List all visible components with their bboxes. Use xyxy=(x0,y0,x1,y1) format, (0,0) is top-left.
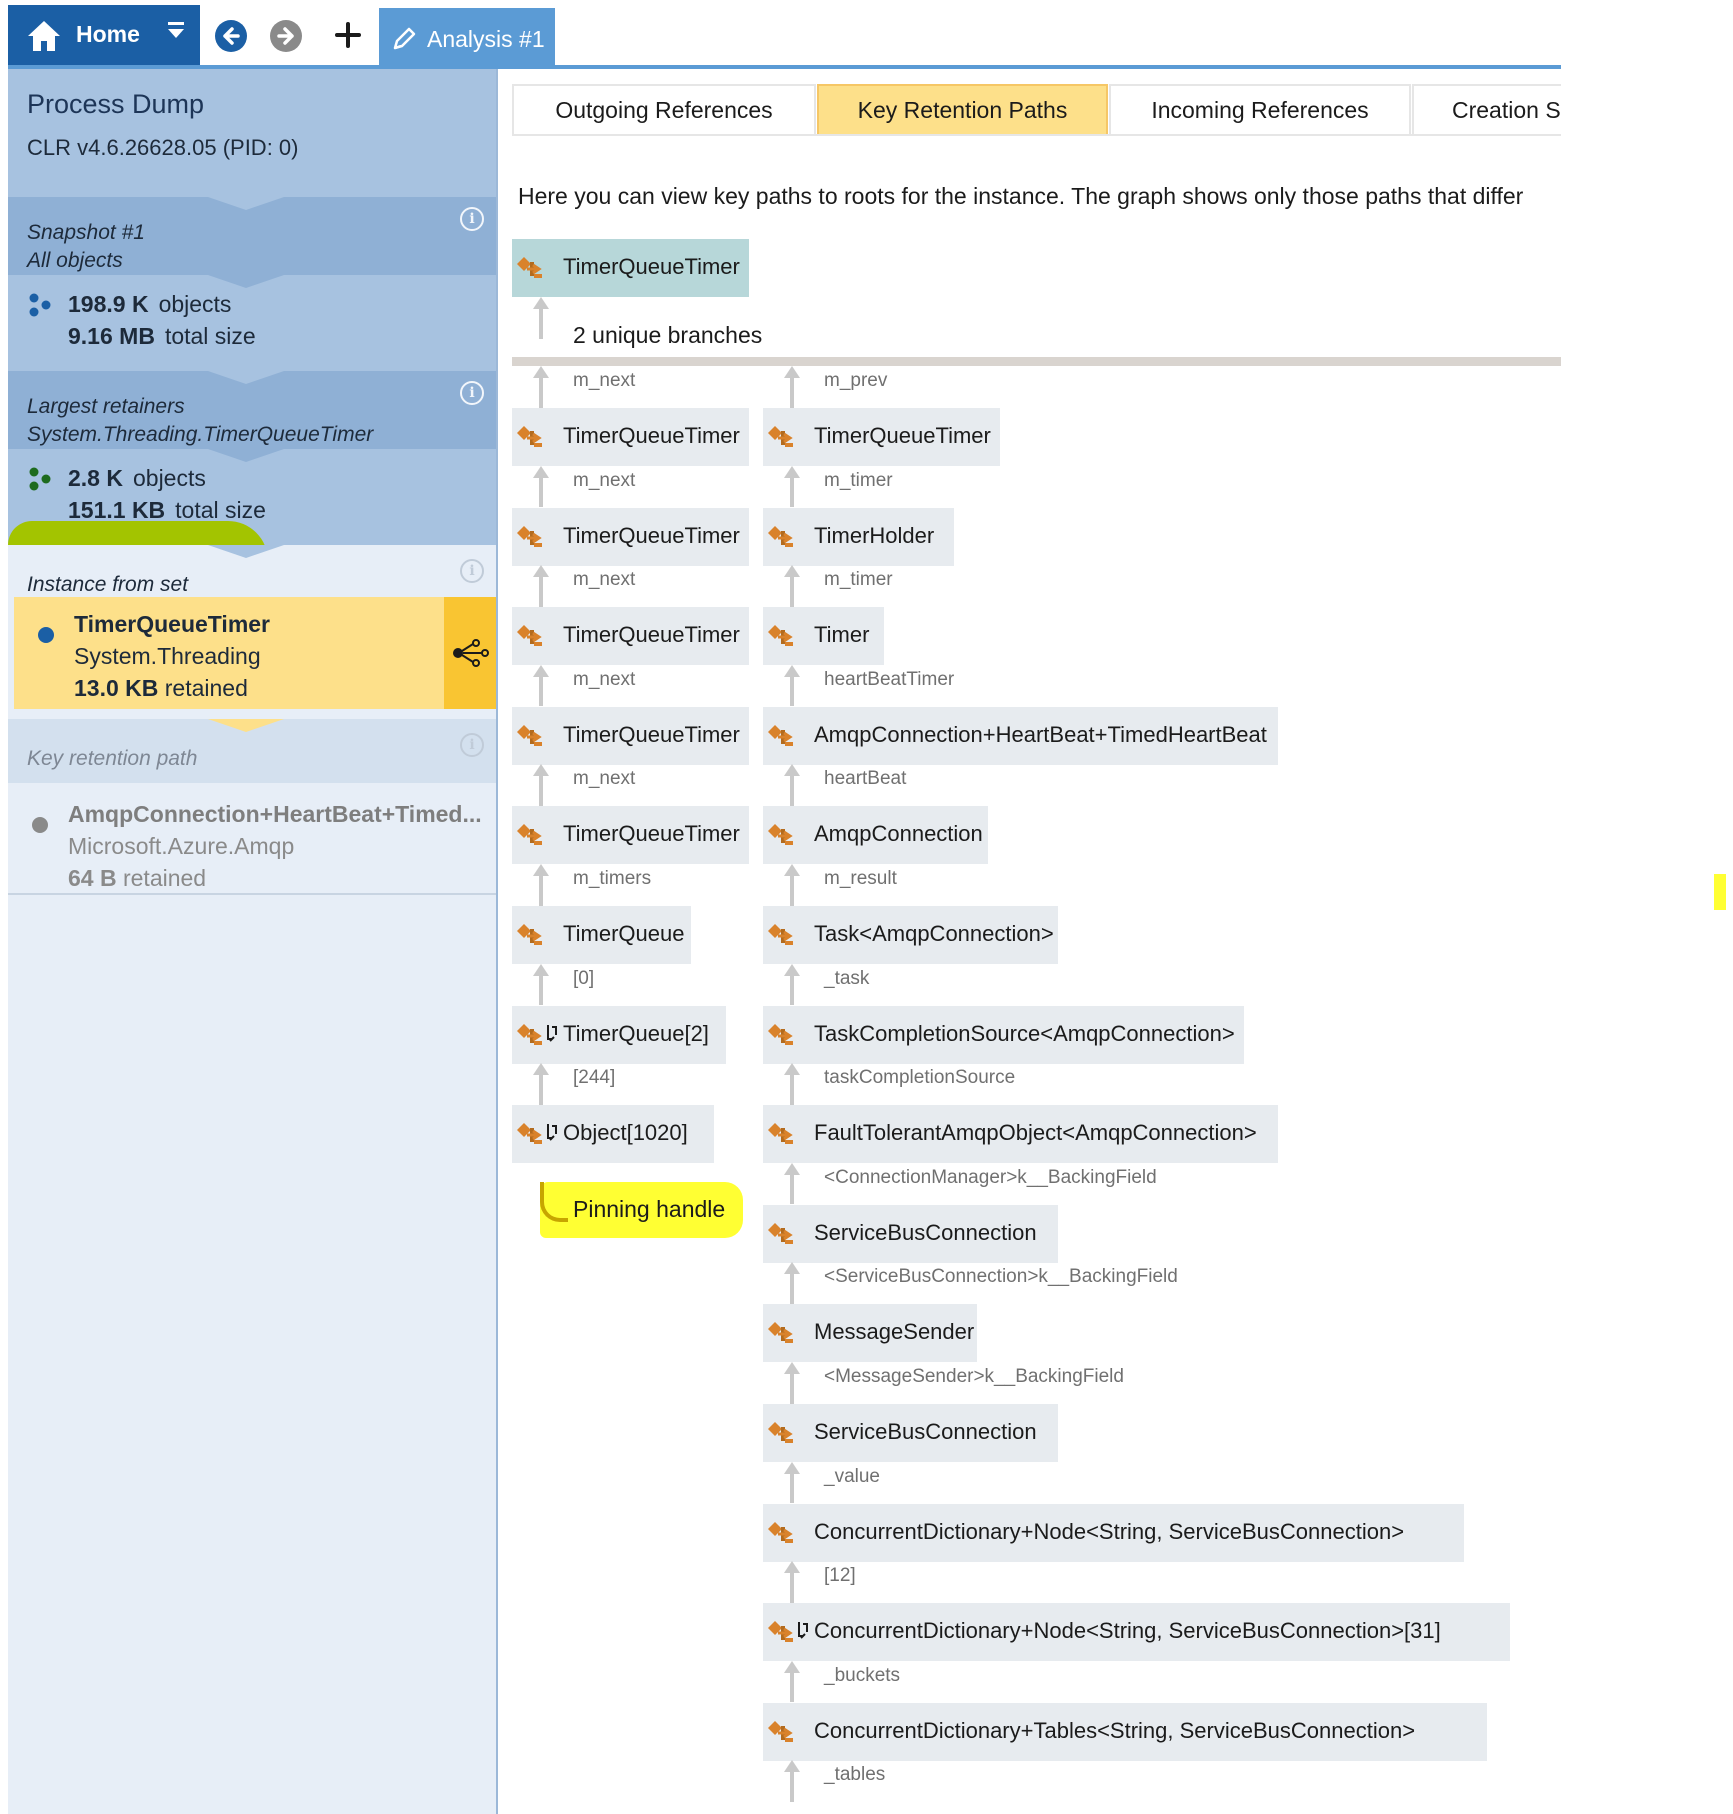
edge-label: _value xyxy=(824,1465,880,1487)
edge-line xyxy=(539,774,543,806)
edge-line xyxy=(790,874,794,906)
arrow-right-icon xyxy=(276,26,296,46)
graph-node[interactable] xyxy=(512,1006,726,1064)
edge-line xyxy=(790,974,794,1006)
snapshot-subtitle: All objects xyxy=(27,249,123,272)
edge-line xyxy=(539,307,543,339)
branch-divider xyxy=(512,357,1561,366)
edge-line xyxy=(790,1671,794,1703)
object-node-icon xyxy=(514,919,544,949)
key-path-title: Key retention path xyxy=(27,747,198,770)
edge-line xyxy=(790,1272,794,1304)
new-tab-button[interactable] xyxy=(330,17,366,53)
edge-label: m_result xyxy=(824,868,897,889)
edge-line xyxy=(790,1472,794,1504)
tabs-underline xyxy=(512,134,1561,136)
object-node-icon xyxy=(514,1019,544,1049)
object-node-icon xyxy=(765,1417,795,1447)
edge-arrow-icon xyxy=(533,1063,549,1075)
graph-node[interactable] xyxy=(763,1105,1278,1163)
object-node-icon xyxy=(765,1317,795,1347)
edge-label: m_timer xyxy=(824,469,893,491)
objects-icon xyxy=(28,467,52,491)
object-node-icon xyxy=(765,720,795,750)
edge-line xyxy=(790,1173,794,1205)
key-path-item[interactable] xyxy=(8,783,496,895)
graph-node[interactable] xyxy=(763,1205,1058,1263)
object-node-icon xyxy=(765,819,795,849)
graph-node-label: TimerQueue xyxy=(563,921,685,946)
edge-line xyxy=(790,1770,794,1802)
edge-arrow-icon xyxy=(784,864,800,876)
instance-name: TimerQueueTimer xyxy=(74,611,271,637)
graph-node[interactable] xyxy=(512,806,749,864)
graph-node[interactable] xyxy=(763,607,884,665)
tab-incoming-references[interactable] xyxy=(1109,84,1411,136)
object-node-icon xyxy=(765,421,795,451)
graph-node-label: Timer xyxy=(814,622,870,648)
object-node-icon xyxy=(765,620,795,650)
object-node-icon xyxy=(765,521,795,551)
edge-line xyxy=(790,376,794,408)
plus-icon xyxy=(334,21,362,49)
edge-label: _task xyxy=(824,967,870,989)
edge-arrow-icon xyxy=(784,1760,800,1772)
edge-arrow-icon xyxy=(533,964,549,976)
edge-arrow-icon xyxy=(533,466,549,478)
array-marker-icon xyxy=(546,1122,558,1142)
edge-label: m_timer xyxy=(824,569,893,591)
graph-node-label: TimerQueueTimer xyxy=(563,821,740,847)
tab-label: Key Retention Paths xyxy=(857,97,1068,123)
edge-label: _tables xyxy=(824,1764,886,1786)
object-node-icon xyxy=(765,1517,795,1547)
graph-node-label: TimerQueue[2] xyxy=(563,1020,709,1046)
graph-node[interactable] xyxy=(512,239,749,297)
edge-line xyxy=(539,874,543,906)
description-text: Here you can view key paths to roots for the instance. The graph shows only those paths that differ xyxy=(518,183,1524,209)
arrow-left-icon xyxy=(221,26,241,46)
edge-label: m_next xyxy=(573,370,636,391)
edge-label: _buckets xyxy=(824,1664,901,1686)
edge-arrow-icon xyxy=(784,1661,800,1673)
info-icon[interactable]: i xyxy=(460,733,484,757)
object-node-icon xyxy=(514,252,544,282)
edge-arrow-icon xyxy=(784,1362,800,1374)
retainers-subtitle: System.Threading.TimerQueueTimer xyxy=(27,423,374,446)
edge-arrow-icon xyxy=(533,565,549,577)
object-node-icon xyxy=(514,521,544,551)
home-label: Home xyxy=(76,21,140,47)
graph-node-label: TimerQueueTimer xyxy=(814,423,991,448)
home-dropdown-icon[interactable] xyxy=(168,29,184,38)
edge-line xyxy=(539,476,543,508)
graph-node-label: TimerHolder xyxy=(814,522,935,548)
edge-arrow-icon xyxy=(784,1163,800,1175)
graph-node-label: Object[1020] xyxy=(563,1120,688,1146)
retainers-objects: 2.8 K objects xyxy=(68,465,206,491)
tab-label: Outgoing References xyxy=(555,97,773,123)
edge-line xyxy=(539,675,543,707)
graph-node[interactable] xyxy=(763,1703,1487,1761)
tab-label: Creation S xyxy=(1452,97,1561,123)
home-icon xyxy=(26,19,62,53)
graph-node-label: TimerQueueTimer xyxy=(563,522,740,548)
graph-node-label: ConcurrentDictionary+Node<String, ServiceBusConnection>[31] xyxy=(814,1618,1441,1644)
instance-item[interactable] xyxy=(14,597,444,709)
graph-node-label: ConcurrentDictionary+Node<String, ServiceBusConnection> xyxy=(814,1518,1405,1544)
snapshot-header[interactable] xyxy=(8,197,496,275)
graph-node-label: TimerQueueTimer xyxy=(563,254,740,279)
objects-icon xyxy=(28,293,52,317)
key-path-dot-icon xyxy=(32,817,48,833)
edge-line xyxy=(790,1571,794,1603)
tab-outgoing-references[interactable] xyxy=(512,84,816,136)
retainers-size: 151.1 KB total size xyxy=(68,497,266,523)
forward-button[interactable] xyxy=(270,20,302,52)
snapshot-size: 9.16 MB total size xyxy=(68,323,256,349)
edge-arrow-icon xyxy=(784,1063,800,1075)
snapshot-title: Snapshot #1 xyxy=(27,221,145,244)
edge-line xyxy=(539,974,543,1006)
edge-label: <MessageSender>k__BackingField xyxy=(824,1366,1124,1387)
highlight-mark xyxy=(1714,874,1726,910)
edge-arrow-icon xyxy=(784,1462,800,1474)
edge-label: <ConnectionManager>k__BackingField xyxy=(824,1166,1157,1188)
graph-node[interactable] xyxy=(763,707,1278,765)
edge-label: heartBeat xyxy=(824,768,907,790)
tab-analysis-label: Analysis #1 xyxy=(427,26,545,52)
back-button[interactable] xyxy=(215,20,247,52)
instance-namespace: System.Threading xyxy=(74,643,261,669)
edge-label: [0] xyxy=(573,967,595,989)
process-title: Process Dump xyxy=(27,89,205,119)
section-notch xyxy=(8,371,496,385)
edge-arrow-icon xyxy=(784,1262,800,1274)
edge-line xyxy=(790,1372,794,1404)
object-node-icon xyxy=(765,1616,795,1646)
edge-line xyxy=(539,575,543,607)
graph-node[interactable] xyxy=(512,707,749,765)
branches-label: 2 unique branches xyxy=(573,322,763,348)
info-icon[interactable]: i xyxy=(460,207,484,231)
section-notch xyxy=(8,449,496,463)
graph-node[interactable] xyxy=(763,906,1058,964)
graph-node-label: TimerQueueTimer xyxy=(563,423,740,448)
graph-node[interactable] xyxy=(763,508,954,566)
graph-node-label: TimerQueueTimer xyxy=(563,721,740,747)
info-icon[interactable]: i xyxy=(460,381,484,405)
edge-label: <ServiceBusConnection>k__BackingField xyxy=(824,1266,1178,1288)
edge-label: m_prev xyxy=(824,370,888,391)
instance-dot-icon xyxy=(38,627,54,643)
section-notch xyxy=(8,545,496,559)
tab-label: Incoming References xyxy=(1151,97,1369,123)
process-section[interactable] xyxy=(8,69,496,197)
graph-icon xyxy=(450,633,490,673)
graph-node-label: MessageSender xyxy=(814,1319,975,1345)
key-path-retained: 64 B retained xyxy=(68,865,207,891)
object-node-icon xyxy=(514,720,544,750)
key-path-name: AmqpConnection+HeartBeat+Timed... xyxy=(68,801,482,827)
graph-node-label: ServiceBusConnection xyxy=(814,1219,1037,1245)
graph-node-label: AmqpConnection xyxy=(814,821,983,847)
graph-node[interactable] xyxy=(763,1006,1244,1064)
edge-label: taskCompletionSource xyxy=(824,1067,1016,1089)
array-marker-icon xyxy=(797,1620,809,1640)
edge-arrow-icon xyxy=(533,665,549,677)
edge-arrow-icon xyxy=(784,466,800,478)
graph-node-label: AmqpConnection+HeartBeat+TimedHeartBeat xyxy=(814,721,1267,747)
edge-label: m_next xyxy=(573,569,636,591)
tab-analysis[interactable] xyxy=(379,8,555,67)
show-graph-button[interactable] xyxy=(444,597,496,709)
home-button[interactable] xyxy=(8,5,200,67)
graph-node-label: ConcurrentDictionary+Tables<String, ServiceBusConnection> xyxy=(814,1717,1416,1743)
graph-node-label: TaskCompletionSource<AmqpConnection> xyxy=(814,1020,1235,1046)
edge-line xyxy=(539,1073,543,1105)
edge-arrow-icon xyxy=(784,764,800,776)
edge-line xyxy=(790,774,794,806)
object-node-icon xyxy=(765,1019,795,1049)
graph-node-label: TimerQueueTimer xyxy=(563,622,740,648)
edge-label: [244] xyxy=(573,1067,616,1089)
graph-node[interactable] xyxy=(512,408,749,466)
section-notch xyxy=(8,197,496,211)
object-node-icon xyxy=(765,919,795,949)
edge-arrow-icon xyxy=(533,864,549,876)
graph-node[interactable] xyxy=(512,906,691,964)
instance-title: Instance from set xyxy=(27,573,189,596)
edge-label: heartBeatTimer xyxy=(824,668,955,690)
edge-line xyxy=(539,376,543,408)
tab-creation-stack[interactable] xyxy=(1412,84,1561,136)
edge-line xyxy=(790,675,794,707)
edge-arrow-icon xyxy=(784,1561,800,1573)
edge-label: m_timers xyxy=(573,868,652,889)
object-node-icon xyxy=(514,819,544,849)
edge-arrow-icon xyxy=(784,665,800,677)
edge-line xyxy=(790,476,794,508)
retainers-header[interactable] xyxy=(8,371,496,449)
object-node-icon xyxy=(514,421,544,451)
section-notch xyxy=(8,275,496,289)
edge-arrow-icon xyxy=(784,366,800,378)
tab-key-retention-paths[interactable] xyxy=(817,84,1108,136)
retainers-title: Largest retainers xyxy=(27,395,185,418)
snapshot-objects: 198.9 K objects xyxy=(68,291,232,317)
object-node-icon xyxy=(514,620,544,650)
edge-arrow-icon xyxy=(533,764,549,776)
top-toolbar xyxy=(8,5,1561,67)
key-path-namespace: Microsoft.Azure.Amqp xyxy=(68,833,295,859)
graph-node[interactable] xyxy=(512,1105,714,1163)
graph-node[interactable] xyxy=(763,1304,977,1362)
edge-label: m_next xyxy=(573,668,636,690)
edge-arrow-icon xyxy=(784,565,800,577)
object-node-icon xyxy=(765,1118,795,1148)
edge-arrow-icon xyxy=(533,297,549,309)
instance-retained: 13.0 KB retained xyxy=(74,675,248,701)
graph-node[interactable] xyxy=(763,1404,1058,1462)
graph-node[interactable] xyxy=(512,508,749,566)
snapshot-stats[interactable] xyxy=(8,275,496,371)
edge-arrow-icon xyxy=(533,366,549,378)
array-marker-icon xyxy=(546,1023,558,1043)
graph-node-label: Task<AmqpConnection> xyxy=(814,921,1054,946)
edge-arrow-icon xyxy=(784,964,800,976)
left-panel xyxy=(8,69,498,1814)
graph-node-label: FaultTolerantAmqpObject<AmqpConnection> xyxy=(814,1120,1257,1146)
object-node-icon xyxy=(514,1118,544,1148)
pinning-handle-label: Pinning handle xyxy=(573,1196,726,1222)
info-icon[interactable]: i xyxy=(460,559,484,583)
object-node-icon xyxy=(765,1218,795,1248)
graph-node[interactable] xyxy=(763,408,1000,466)
edge-label: m_next xyxy=(573,768,636,790)
graph-node-label: ServiceBusConnection xyxy=(814,1419,1037,1444)
graph-node[interactable] xyxy=(512,607,749,665)
edge-label: [12] xyxy=(824,1565,856,1587)
analysis-tabs xyxy=(512,84,1561,136)
process-clr: CLR v4.6.26628.05 (PID: 0) xyxy=(27,135,299,160)
graph-node[interactable] xyxy=(763,806,988,864)
object-node-icon xyxy=(765,1716,795,1746)
graph-node[interactable] xyxy=(763,1504,1464,1562)
key-path-header[interactable] xyxy=(8,719,496,783)
graph-node[interactable] xyxy=(763,1603,1510,1661)
section-notch xyxy=(8,719,496,733)
edge-line xyxy=(790,1073,794,1105)
pencil-icon xyxy=(391,26,417,52)
edge-label: m_next xyxy=(573,469,636,491)
edge-line xyxy=(790,575,794,607)
